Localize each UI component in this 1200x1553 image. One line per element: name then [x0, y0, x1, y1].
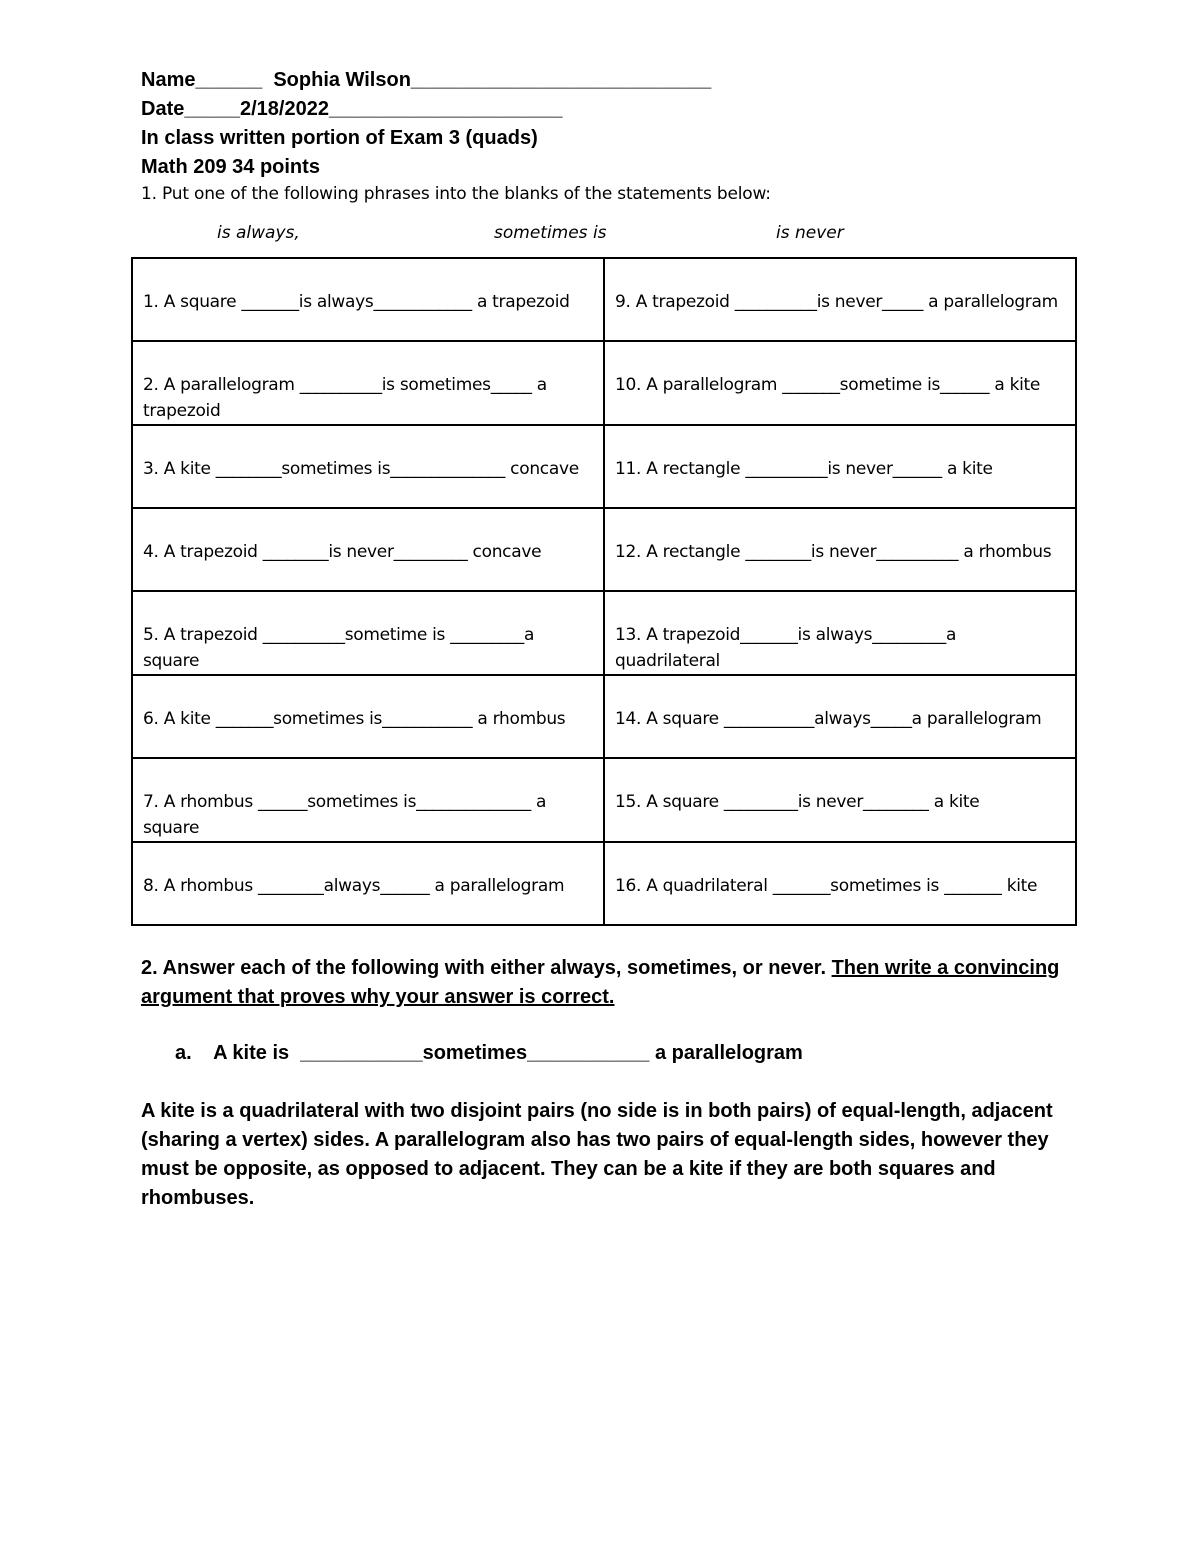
question2-prompt	[141, 954, 1081, 1012]
statement-cell: 15. A square _________is never________ a kite	[604, 758, 1076, 842]
table-row	[132, 258, 1076, 341]
exam-header	[141, 66, 1081, 182]
table-row	[132, 341, 1076, 425]
statement-cell: 14. A square ___________always_____a parallelogram	[604, 675, 1076, 758]
table-row	[132, 508, 1076, 591]
question2-prompt-underlined: Then write a convincing argument that proves why your answer is correct.	[141, 957, 1060, 1008]
statement-cell: 6. A kite _______sometimes is___________ a rhombus	[132, 675, 604, 758]
phrase-always: is always,	[217, 223, 300, 243]
date-line: Date_____2/18/2022_____________________	[141, 98, 563, 120]
statement-cell: 1. A square _______is always____________ a trapezoid	[132, 258, 604, 341]
statement-cell: 11. A rectangle __________is never______ a kite	[604, 425, 1076, 508]
name-line: Name______ Sophia Wilson___________________________	[141, 69, 712, 91]
table-row	[132, 425, 1076, 508]
table-row	[132, 758, 1076, 842]
question1-instructions: 1. Put one of the following phrases into the blanks of the statements below:	[141, 184, 771, 204]
phrase-never: is never	[776, 223, 844, 243]
statements-table	[131, 257, 1077, 926]
question2-answer: A kite is a quadrilateral with two disjoint pairs (no side is in both pairs) of equal-length, adjacent (sharing a vertex) sides. A parallelogram also has two pairs of equal-length sides, however they must be opposite, as opposed to adjacent. They can be a kite if they are both squares and rhombuses.	[141, 1100, 1053, 1209]
table-row	[132, 675, 1076, 758]
exam-title: In class written portion of Exam 3 (quads)	[141, 127, 538, 149]
statement-cell: 16. A quadrilateral _______sometimes is _______ kite	[604, 842, 1076, 925]
phrase-sometimes: sometimes is	[494, 223, 607, 243]
statement-cell: 7. A rhombus ______sometimes is______________ a square	[132, 758, 604, 842]
statement-cell: 2. A parallelogram __________is sometimes_____ a trapezoid	[132, 341, 604, 425]
question2-item-a: a. A kite is ___________sometimes___________ a parallelogram	[175, 1042, 803, 1064]
course-points: Math 209 34 points	[141, 156, 320, 178]
statement-cell: 9. A trapezoid __________is never_____ a parallelogram	[604, 258, 1076, 341]
statement-cell: 5. A trapezoid __________sometime is _________a square	[132, 591, 604, 675]
statement-cell: 4. A trapezoid ________is never_________ concave	[132, 508, 604, 591]
statement-cell: 12. A rectangle ________is never__________ a rhombus	[604, 508, 1076, 591]
statement-cell: 8. A rhombus ________always______ a parallelogram	[132, 842, 604, 925]
statement-cell: 13. A trapezoid_______is always_________a quadrilateral	[604, 591, 1076, 675]
table-row	[132, 591, 1076, 675]
statement-cell: 10. A parallelogram _______sometime is______ a kite	[604, 341, 1076, 425]
table-row	[132, 842, 1076, 925]
question2-prompt-text: 2. Answer each of the following with either always, sometimes, or never.	[141, 957, 827, 979]
statement-cell: 3. A kite ________sometimes is______________ concave	[132, 425, 604, 508]
